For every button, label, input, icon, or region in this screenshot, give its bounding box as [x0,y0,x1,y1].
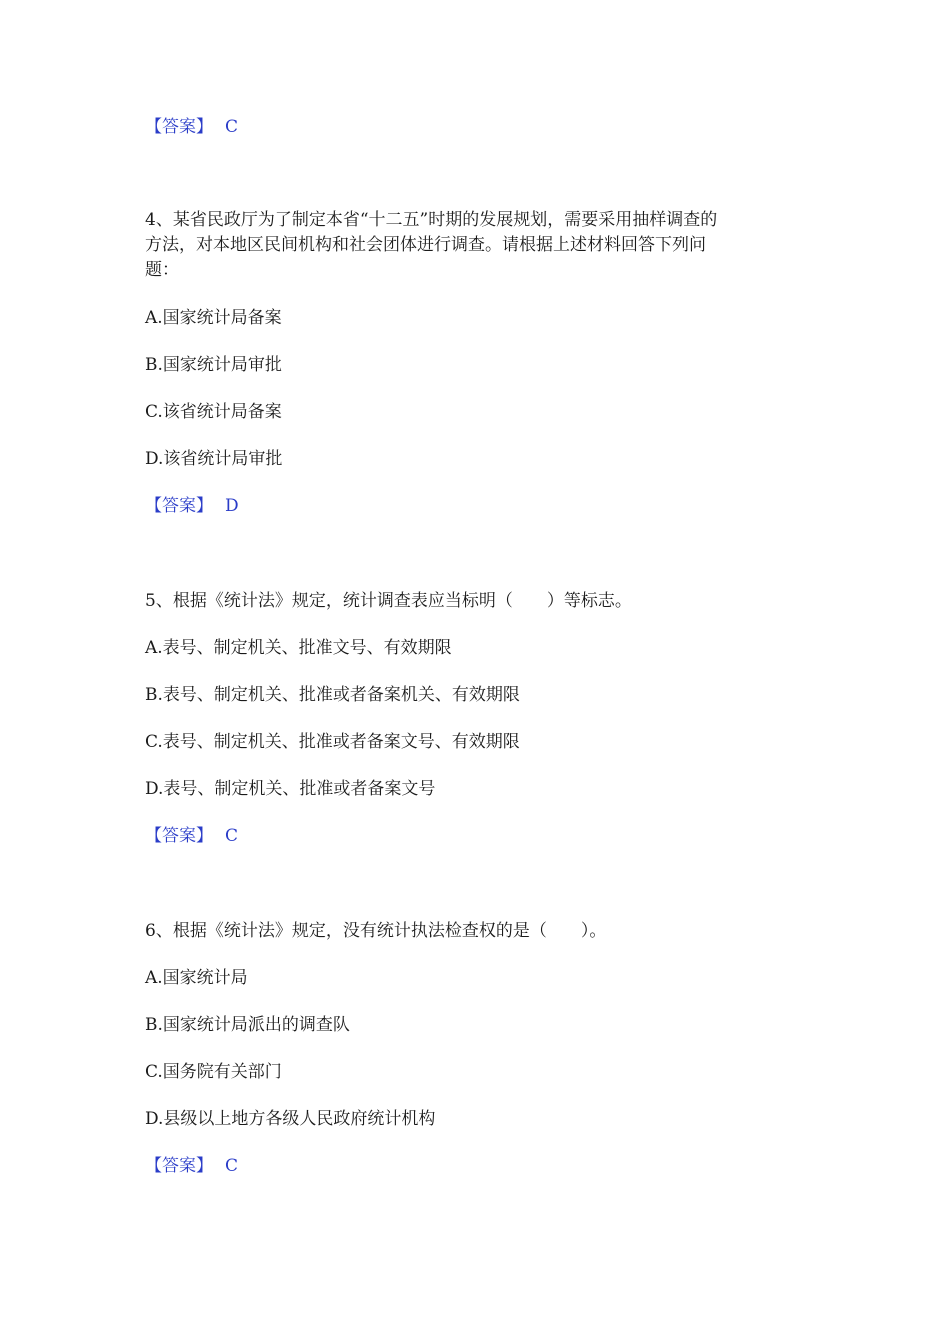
answer-line [145,1154,238,1178]
question-4-line-3: 题： [145,260,179,280]
question-5-option-d: D.表号、制定机关、批准或者备案文号 [145,779,436,799]
question-5-option-b: B.表号、制定机关、批准或者备案机关、有效期限 [145,685,520,705]
question-6-option-c: C.国务院有关部门 [145,1062,282,1082]
answer-value: D [225,496,239,516]
question-4-option-b: B.国家统计局审批 [145,355,282,375]
question-6-option-d: D.县级以上地方各级人民政府统计机构 [145,1109,436,1129]
answer-value: C [225,117,239,137]
answer-label: 【答案】 [145,1156,213,1176]
answer-label: 【答案】 [145,826,213,846]
question-6-option-b: B.国家统计局派出的调查队 [145,1015,350,1035]
answer-line [145,115,238,139]
question-5-line-1: 5、根据《统计法》规定，统计调查表应当标明（ ）等标志。 [145,591,632,611]
question-5-option-c: C.表号、制定机关、批准或者备案文号、有效期限 [145,732,520,752]
answer-value: C [225,1156,239,1176]
question-4-line-1: 4、某省民政厅为了制定本省“十二五”时期的发展规划，需要采用抽样调查的 [145,210,718,230]
answer-value: C [225,826,239,846]
answer-line [145,824,238,848]
answer-label: 【答案】 [145,117,213,137]
question-4-option-a: A.国家统计局备案 [145,308,282,328]
question-4-option-d: D.该省统计局审批 [145,449,283,469]
question-4-line-2: 方法，对本地区民间机构和社会团体进行调查。请根据上述材料回答下列问 [145,235,706,255]
question-4-option-c: C.该省统计局备案 [145,402,282,422]
question-5-option-a: A.表号、制定机关、批准文号、有效期限 [145,638,452,658]
question-6-line-1: 6、根据《统计法》规定，没有统计执法检查权的是（ ）。 [145,921,607,941]
answer-label: 【答案】 [145,496,213,516]
question-6-option-a: A.国家统计局 [145,968,248,988]
answer-line [145,494,239,518]
